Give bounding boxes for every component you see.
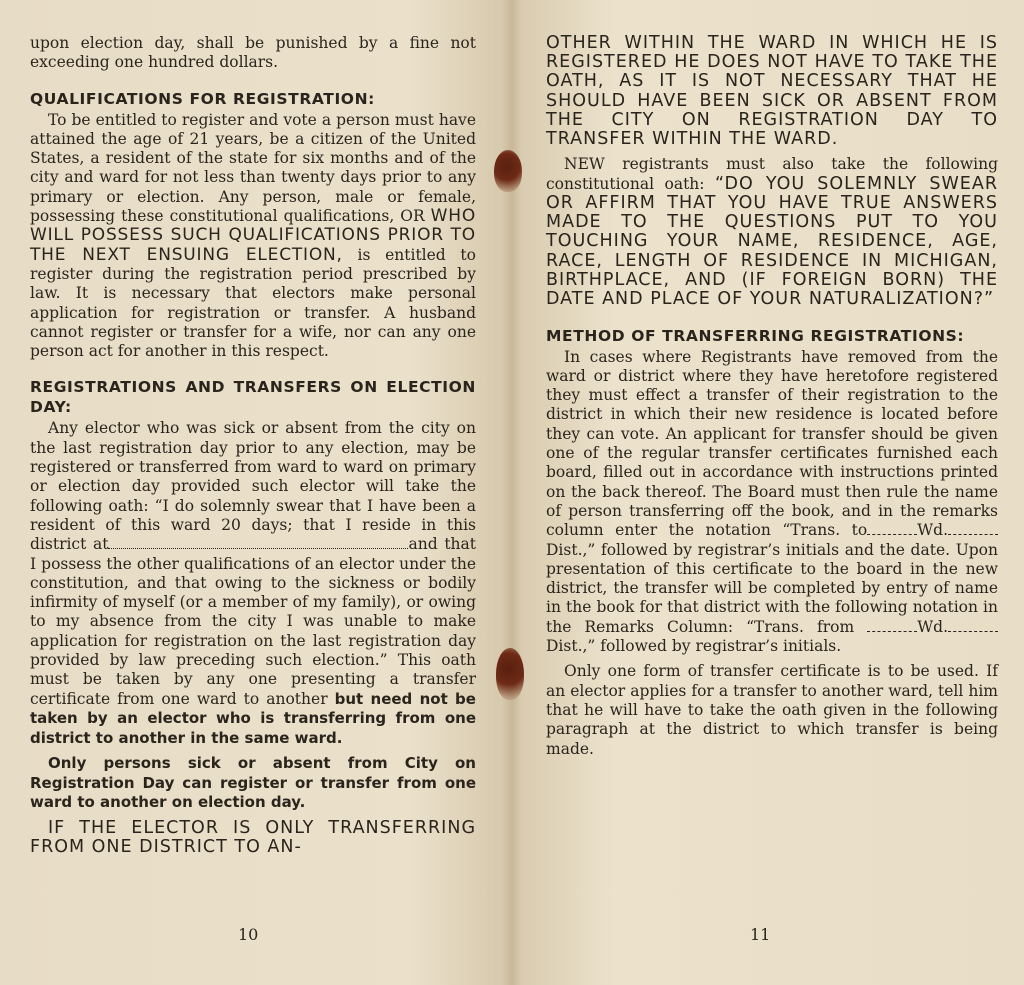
new-registrants-text: NEW registrants must also take the following constitutional oath: — [546, 155, 998, 193]
form-paragraph: Only one form of transfer certificate is to be used. If an elector applies for a transfer to another ward, tell him that he will have to take the oath given in the following paragraph at the district to which transfer is being made. — [546, 662, 998, 758]
new-registrants-paragraph — [546, 155, 998, 309]
district-blank-line — [948, 522, 998, 535]
transfers-bold: but need not be taken by an elector who is transferring from one district to another in the same ward. — [30, 689, 476, 747]
page-number-right: 11 — [750, 925, 771, 944]
heading-method: METHOD OF TRANSFERRING REGISTRATIONS: — [546, 326, 965, 345]
oath-caps: “DO YOU SOLEMNLY SWEAR OR AFFIRM THAT YOU HAVE TRUE ANSWERS MADE TO THE QUESTIONS PUT TO YOU TOUCHING YOUR NAME, RESIDENCE, AGE, RACE, LENGTH OF RESIDENCE IN MICHIGAN, BIRTHPLACE, AND (IF FOREIGN BORN) THE DATE AND PLACE OF YOUR NATURALIZATION?” — [546, 173, 998, 310]
right-page — [510, 0, 1024, 985]
page-number-left: 10 — [238, 925, 259, 944]
method-paragraph — [546, 348, 998, 657]
method-wd-from: Wd. — [917, 617, 948, 636]
qualifications-caps: WHO WILL POSSESS SUCH QUALIFICATIONS PRIOR TO THE NEXT ENSUING ELECTION, — [30, 206, 476, 265]
address-blank-line — [108, 536, 408, 549]
left-page-column — [30, 34, 476, 857]
method-wd: Wd. — [917, 521, 948, 540]
ward-blank-line — [867, 522, 917, 535]
from-district-blank-line — [948, 619, 998, 632]
qualifications-text-2: is entitled to register during the registration period prescribed by law. It is necessary that electors make personal application for registration or transfer. A husband cannot register or transfer for a wife, nor can any one person act for another in this respect. — [30, 245, 476, 361]
qualifications-text-1: To be entitled to register and vote a person must have attained the age of 21 years, be a citizen of the United States, a resident of the state for six months and of the city and ward for not less than twenty days prior to any primary or election. Any person, male or female, possessing these constitutional qualifications, OR — [30, 110, 476, 226]
transfers-and: and — [408, 535, 438, 554]
heading-transfers: REGISTRATIONS AND TRANSFERS ON ELECTION DAY: — [30, 378, 476, 417]
closing-caps: IF THE ELECTOR IS ONLY TRANSFERRING FROM ONE DISTRICT TO AN- — [30, 817, 476, 857]
left-page — [0, 0, 505, 985]
opening-caps: OTHER WITHIN THE WARD IN WHICH HE IS REGISTERED HE DOES NOT HAVE TO TAKE THE OATH, AS IT IS NOT NECESSARY THAT HE SHOULD HAVE BEEN SICK OR ABSENT FROM THE CITY ON REGISTRATION DAY TO TRANSFER WITHIN THE WARD. — [546, 33, 998, 150]
opening-text: upon election day, shall be punished by a fine not exceeding one hundred dollars. — [30, 34, 476, 72]
method-text-1: In cases where Registrants have removed from the ward or district where they have heretofore registered they must effect a transfer of their registration to the district in which their new residence is located before they can vote. An applicant for transfer should be given one of the regular transfer certificates furnished each board, filled out in accordance with instructions printed on the back thereof. The Board must then rule the name of person transferring off the book, and in the remarks column enter the notation “Trans. to — [546, 347, 998, 540]
qualifications-paragraph — [30, 111, 476, 362]
transfers-text-2: that I possess the other qualifications of an elector under the constitution, and that owing to the sickness or bodily infirmity of myself (or a member of my family), or owing to my absence from the city I was unable to make application for registration on the last registration day provided by law preceding such election.” This oath must be taken by any one presenting a transfer certificate from one ward to another — [30, 535, 476, 708]
transfers-text-1: Any elector who was sick or absent from the city on the last registration day prior to any election, may be registered or transferred from ward to ward on primary or election day provided such elector will take the following oath: “I do solemnly swear that I have been a resident of this ward 20 days; that I reside in this district at — [30, 419, 476, 554]
method-text-2: Dist.,” followed by registrar’s initials and the date. Upon presentation of this certificate to the board in the new district, the transfer will be completed by entry of name in the book for that district with the following notation in the Remarks Column: “Trans. from — [546, 540, 998, 636]
right-page-column — [546, 34, 998, 759]
method-text-3: Dist.,” followed by registrar’s initials. — [546, 637, 842, 656]
transfers-paragraph — [30, 419, 476, 748]
from-ward-blank-line — [867, 619, 917, 632]
heading-qualifications: QUALIFICATIONS FOR REGISTRATION: — [30, 89, 375, 108]
only-persons-paragraph: Only persons sick or absent from City on Registration Day can register or transfer from one ward to another on election day. — [30, 754, 476, 812]
